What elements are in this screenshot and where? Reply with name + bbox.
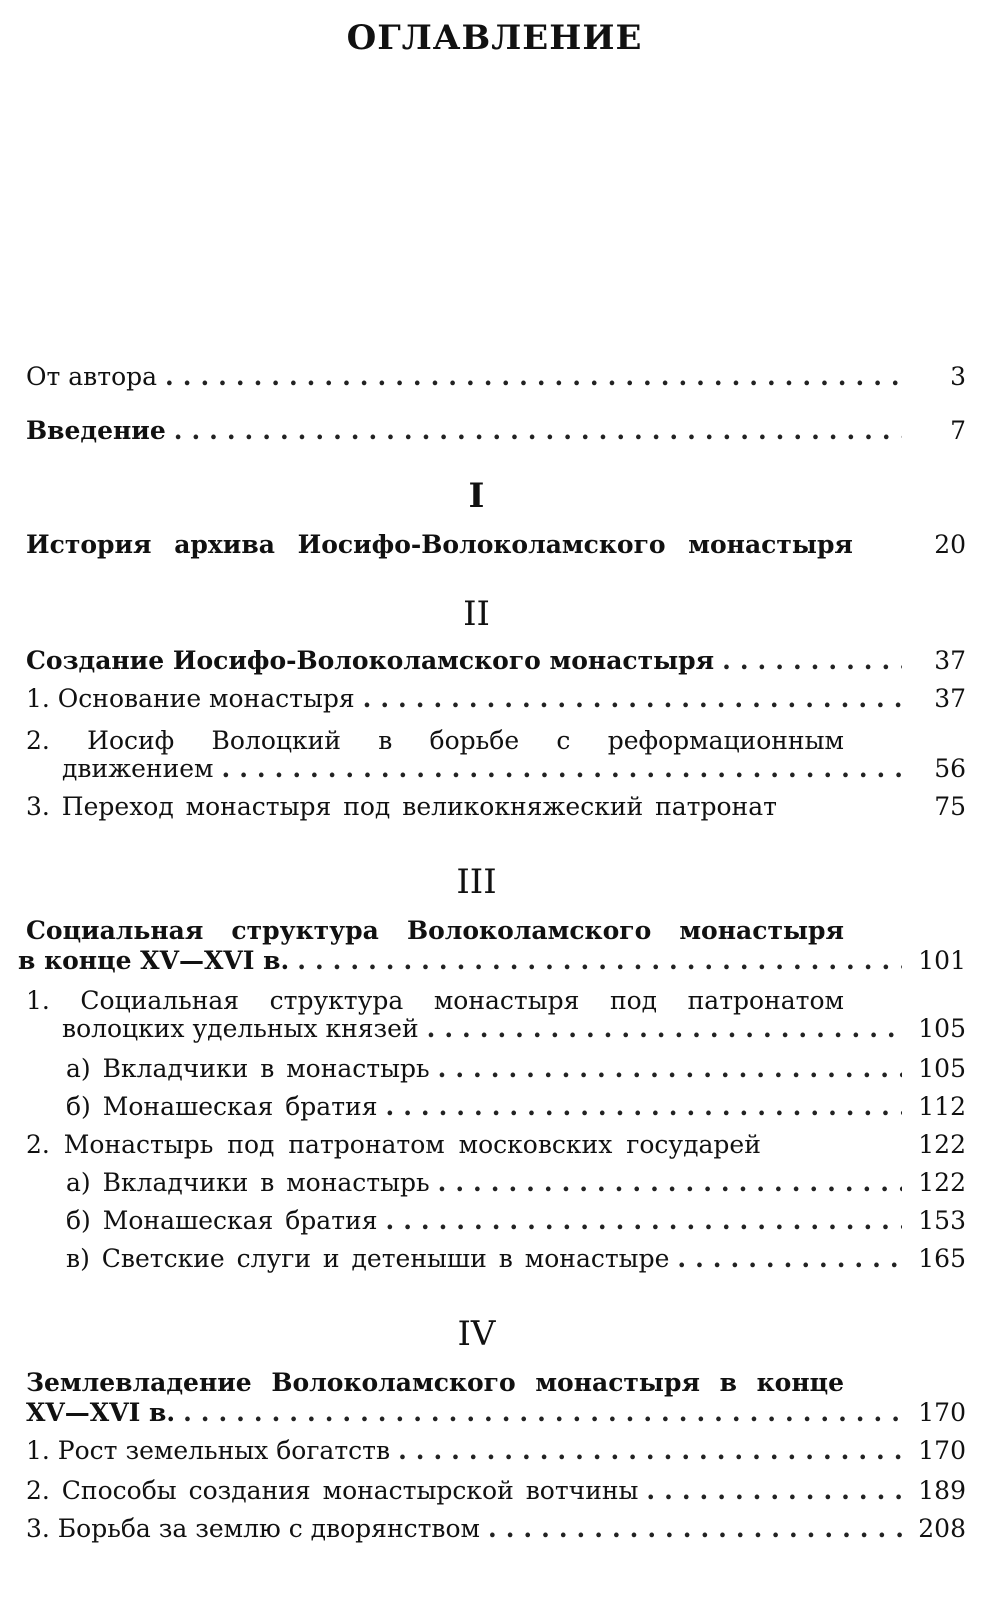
dot-leader — [427, 1014, 902, 1043]
toc-entry-part-2[interactable] — [26, 646, 966, 680]
part-numeral-2: II — [463, 594, 490, 634]
word: Волоцкий — [211, 726, 341, 755]
toc-page-number: 122 — [918, 1130, 966, 1159]
toc-entry-4-3[interactable] — [26, 1514, 966, 1548]
page-title: ОГЛАВЛЕНИЕ — [346, 18, 643, 58]
toc-entry-label: 3. Переход монастыря под великокняжеский патронат — [26, 792, 777, 821]
dot-leader — [165, 362, 902, 391]
toc-entry-part-1[interactable] — [26, 530, 966, 564]
toc-page-number: 165 — [918, 1244, 966, 1273]
toc-entry-3-2[interactable] — [26, 1130, 966, 1164]
toc-entry-4-2[interactable] — [26, 1476, 966, 1510]
word: с — [556, 726, 571, 755]
toc-page-number: 75 — [934, 792, 966, 821]
dot-leader — [222, 754, 903, 783]
toc-entry-label: Создание Иосифо-Волоколамского монастыря — [26, 646, 715, 675]
word: патронатом — [687, 986, 844, 1015]
dot-leader — [438, 1168, 902, 1197]
toc-entry-label: в конце XV—XVI в. — [18, 946, 290, 975]
toc-entry-part-3[interactable] — [18, 946, 966, 980]
word: структура — [231, 916, 379, 945]
toc-entry-part-4[interactable] — [26, 1398, 966, 1432]
word: структура — [269, 986, 404, 1015]
toc-entry-label: движением — [62, 754, 214, 783]
toc-entry-label: Введение — [26, 416, 166, 445]
toc-page-number: 112 — [918, 1092, 966, 1121]
toc-entry-label: XV—XVI в. — [26, 1398, 176, 1427]
word: Социальная — [80, 986, 240, 1015]
toc-page-number: 105 — [918, 1014, 966, 1043]
toc-entry-label: а) Вкладчики в монастырь — [66, 1054, 430, 1083]
word: монастыря — [535, 1368, 700, 1397]
toc-entry-2-3[interactable] — [26, 792, 966, 826]
dot-leader — [174, 416, 902, 445]
toc-page-number: 170 — [918, 1398, 966, 1427]
word: Иосиф — [87, 726, 175, 755]
word: монастыря — [433, 986, 580, 1015]
word: под — [609, 986, 658, 1015]
toc-entry-author-preface[interactable] — [26, 362, 966, 396]
toc-page-number: 7 — [950, 416, 966, 445]
dot-leader — [385, 1206, 902, 1235]
dot-leader — [677, 1244, 902, 1273]
toc-entry-label: волоцких удельных князей — [62, 1014, 419, 1043]
dot-leader — [297, 946, 902, 975]
toc-entry-label: От автора — [26, 362, 158, 391]
word: Волоколамского — [406, 916, 652, 945]
toc-entry-2-2-line-1 — [26, 726, 844, 755]
toc-page-number: 20 — [934, 530, 966, 559]
toc-entry-part-4-line-1 — [26, 1368, 844, 1397]
toc-page-number: 37 — [934, 646, 966, 675]
toc-entry-part-3-line-1 — [26, 916, 844, 945]
toc-entry-3-1-b[interactable] — [66, 1092, 966, 1126]
toc-entry-2-1[interactable] — [26, 684, 966, 718]
toc-page-number: 170 — [918, 1436, 966, 1465]
toc-page-number: 122 — [918, 1168, 966, 1197]
toc-entry-3-1[interactable] — [62, 1014, 966, 1048]
word: реформационным — [607, 726, 844, 755]
toc-entry-3-1-a[interactable] — [66, 1054, 966, 1088]
dot-leader — [363, 684, 902, 713]
toc-entry-3-2-b[interactable] — [66, 1206, 966, 1240]
toc-page-number: 105 — [918, 1054, 966, 1083]
toc-entry-label: 2. Способы создания монастырской вотчины — [26, 1476, 639, 1505]
toc-entry-label: 1. Рост земельных богатств — [26, 1436, 391, 1465]
word: борьбе — [429, 726, 520, 755]
toc-entry-3-1-line-1 — [26, 986, 844, 1015]
toc-entry-3-2-a[interactable] — [66, 1168, 966, 1202]
toc-page-number: 37 — [934, 684, 966, 713]
dot-leader — [385, 1092, 902, 1121]
toc-entry-label: 2. Монастырь под патронатом московских государей — [26, 1130, 761, 1159]
toc-entry-4-1[interactable] — [26, 1436, 966, 1470]
word: 2. — [26, 726, 50, 755]
toc-entry-label: б) Монашеская братия — [66, 1206, 378, 1235]
toc-page-number: 153 — [918, 1206, 966, 1235]
toc-entry-label: 1. Основание монастыря — [26, 684, 355, 713]
dot-leader — [722, 646, 902, 675]
toc-entry-introduction[interactable] — [26, 416, 966, 450]
word: Волоколамского — [271, 1368, 516, 1397]
toc-entry-3-2-c[interactable] — [66, 1244, 966, 1278]
dot-leader — [398, 1436, 902, 1465]
word: 1. — [26, 986, 50, 1015]
toc-entry-label: а) Вкладчики в монастырь — [66, 1168, 430, 1197]
toc-entry-label: 3. Борьба за землю с дворянством — [26, 1514, 481, 1543]
toc-page-number: 56 — [934, 754, 966, 783]
word: Землевладение — [26, 1368, 252, 1397]
toc-page-number: 101 — [918, 946, 966, 975]
dot-leader — [438, 1054, 902, 1083]
dot-leader — [183, 1398, 902, 1427]
word: монастыря — [679, 916, 844, 945]
toc-page-number: 189 — [918, 1476, 966, 1505]
part-numeral-1: I — [468, 476, 485, 516]
word: конце — [756, 1368, 844, 1397]
word: Социальная — [26, 916, 204, 945]
toc-entry-2-2[interactable] — [62, 754, 966, 788]
part-numeral-3: III — [456, 862, 497, 902]
part-numeral-4: IV — [457, 1314, 496, 1354]
word: в — [719, 1368, 737, 1397]
toc-entry-label: История архива Иосифо-Волоколамского монастыря — [26, 530, 853, 559]
toc-entry-label: в) Светские слуги и детеныши в монастыре — [66, 1244, 670, 1273]
dot-leader — [488, 1514, 902, 1543]
word: в — [378, 726, 393, 755]
toc-page-number: 208 — [918, 1514, 966, 1543]
toc-page-number: 3 — [950, 362, 966, 391]
dot-leader — [646, 1476, 902, 1505]
toc-entry-label: б) Монашеская братия — [66, 1092, 378, 1121]
